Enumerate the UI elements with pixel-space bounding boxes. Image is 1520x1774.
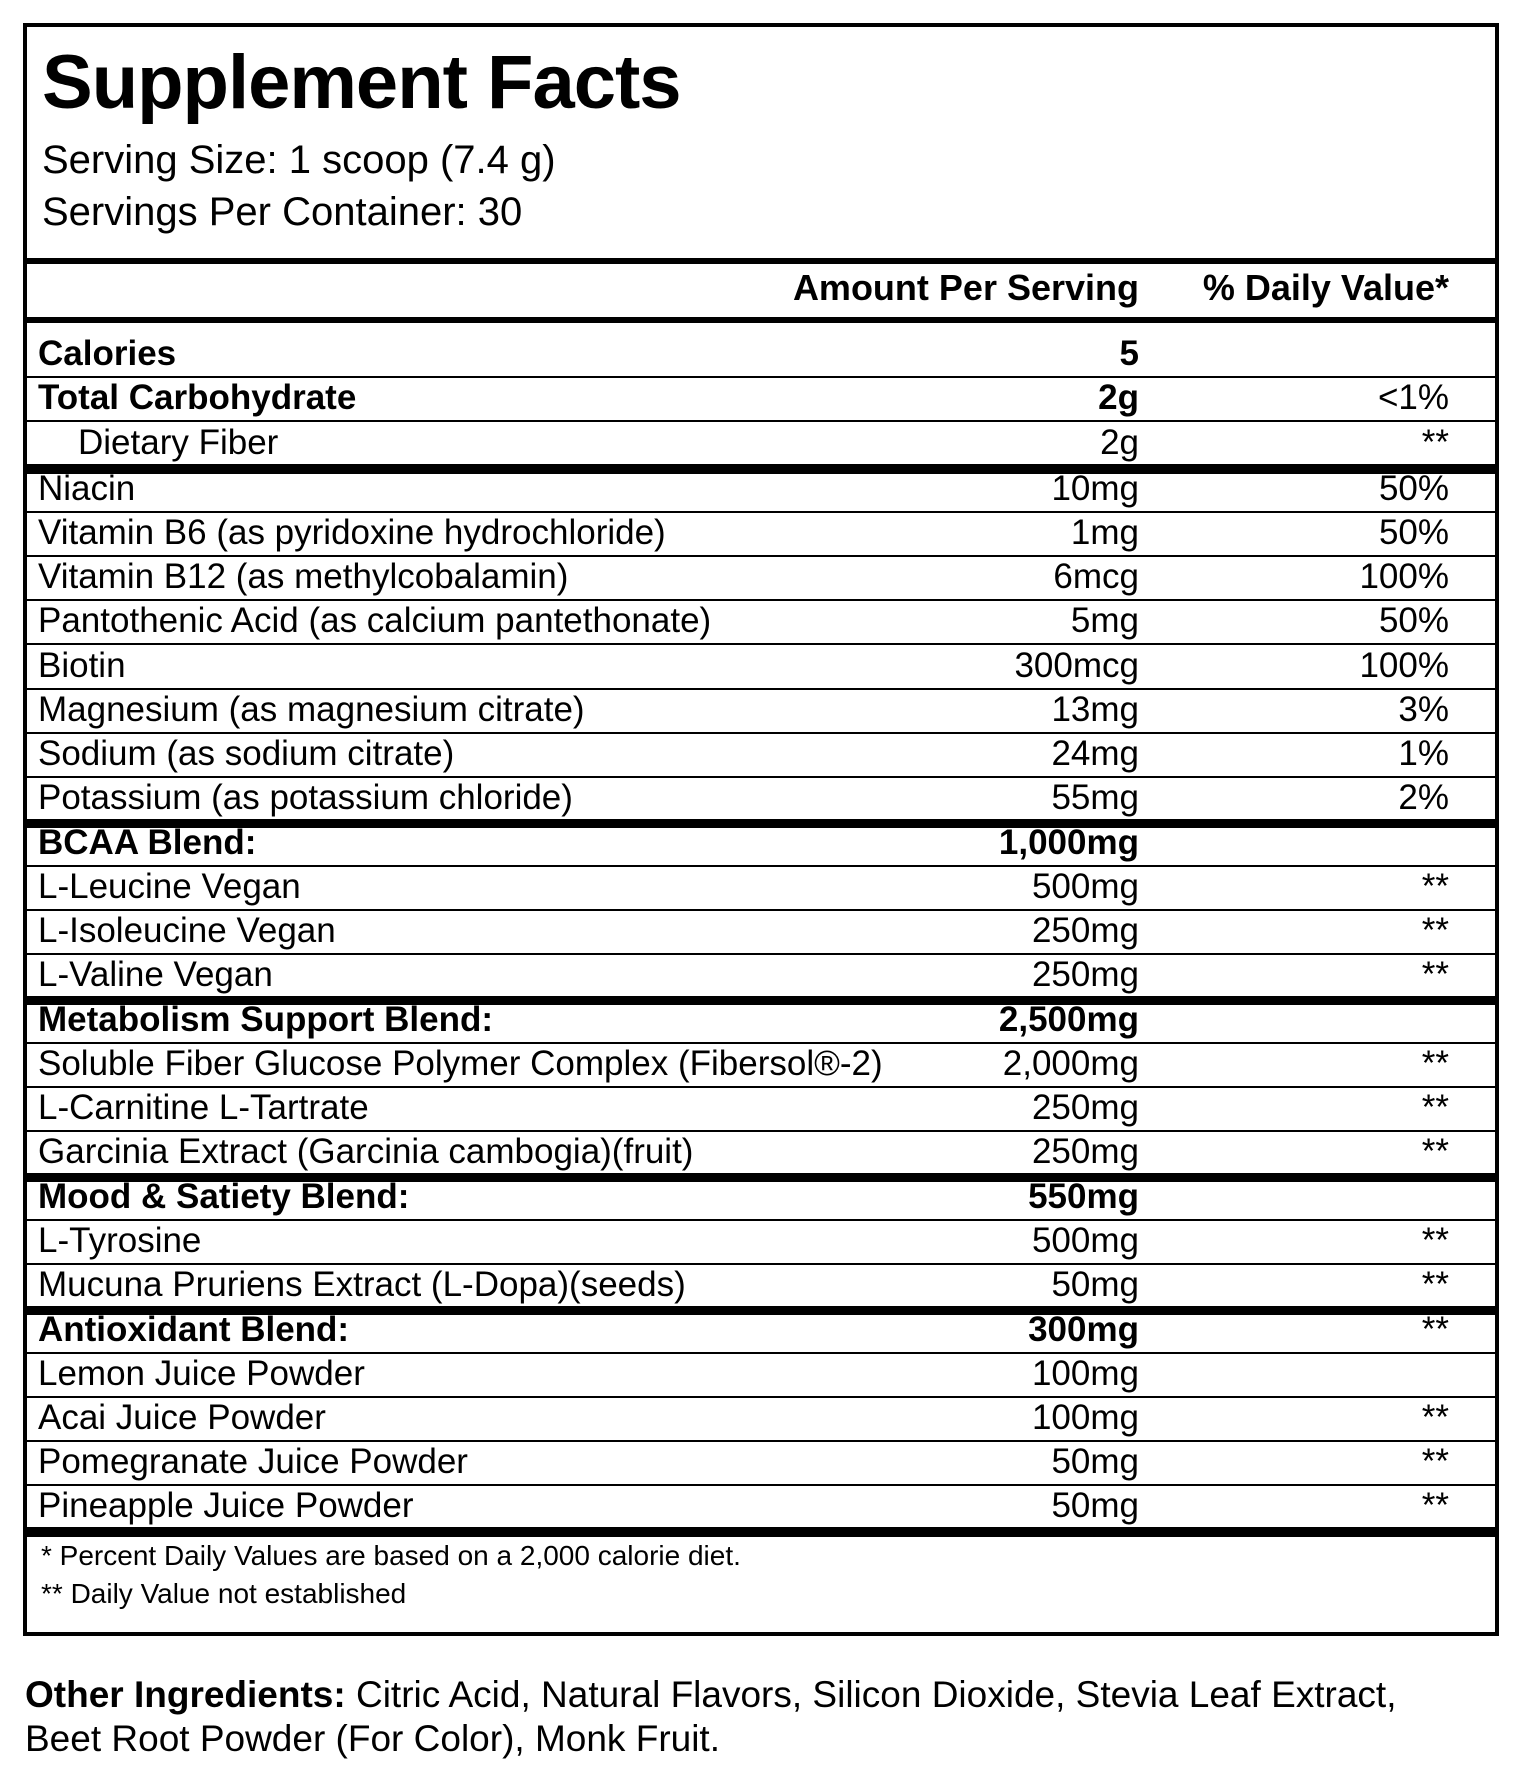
nutrient-daily-value: ** <box>1421 1398 1449 1437</box>
nutrient-daily-value: ** <box>1421 1310 1449 1349</box>
nutrient-name: Acai Juice Powder <box>38 1398 326 1437</box>
nutrient-amount: 1,000mg <box>998 823 1139 862</box>
nutrient-amount: 250mg <box>1031 955 1139 994</box>
nutrient-amount: 50mg <box>1051 1265 1139 1304</box>
nutrient-daily-value: 50% <box>1378 601 1449 640</box>
nutrient-daily-value: ** <box>1421 423 1449 462</box>
table-row <box>27 776 1495 820</box>
nutrient-amount: 500mg <box>1031 867 1139 906</box>
nutrient-daily-value: ** <box>1421 1221 1449 1260</box>
nutrient-amount: 250mg <box>1031 911 1139 950</box>
nutrient-name: Mucuna Pruriens Extract (L-Dopa)(seeds) <box>38 1265 686 1304</box>
other-ingredients-heading: Other Ingredients: <box>25 1674 346 1715</box>
table-row <box>27 1440 1495 1484</box>
table-row <box>27 467 1495 511</box>
column-header-divider <box>27 317 1495 323</box>
nutrient-daily-value: ** <box>1421 911 1449 950</box>
nutrient-amount: 250mg <box>1031 1132 1139 1171</box>
nutrient-name: Antioxidant Blend: <box>38 1310 350 1349</box>
nutrient-amount: 1mg <box>1070 513 1139 552</box>
nutrient-name: Vitamin B6 (as pyridoxine hydrochloride) <box>38 513 666 552</box>
nutrient-daily-value: ** <box>1421 1486 1449 1525</box>
table-row <box>27 376 1495 420</box>
nutrient-name: Sodium (as sodium citrate) <box>38 734 455 773</box>
header-divider <box>27 258 1495 264</box>
table-row <box>27 1263 1495 1307</box>
footnote-daily-values: * Percent Daily Values are based on a 2,000 calorie diet. <box>41 1540 741 1571</box>
other-ingredients-list: Citric Acid, Natural Flavors, Silicon Dioxide, Stevia Leaf Extract, Beet Root Powder (For Color), Monk Fruit. <box>25 1674 1397 1759</box>
table-row <box>27 865 1495 909</box>
nutrient-name: Pantothenic Acid (as calcium pantethonate) <box>38 601 712 640</box>
amount-column-header: Amount Per Serving <box>792 267 1139 308</box>
nutrient-name: Pineapple Juice Powder <box>38 1486 414 1525</box>
section-divider <box>27 1527 1495 1537</box>
table-row <box>27 1175 1495 1219</box>
nutrient-name: Mood & Satiety Blend: <box>38 1177 410 1216</box>
nutrient-amount: 5mg <box>1070 601 1139 640</box>
table-row <box>27 1396 1495 1440</box>
table-row <box>27 1219 1495 1263</box>
table-row <box>27 599 1495 643</box>
nutrient-daily-value: 1% <box>1398 734 1449 773</box>
table-row <box>27 1308 1495 1352</box>
nutrient-amount: 50mg <box>1051 1486 1139 1525</box>
nutrient-name: L-Isoleucine Vegan <box>38 911 336 950</box>
nutrient-name: Metabolism Support Blend: <box>38 1000 493 1039</box>
table-row <box>27 688 1495 732</box>
table-row <box>27 1484 1495 1528</box>
nutrient-amount: 300mg <box>1028 1310 1139 1349</box>
nutrient-name: L-Leucine Vegan <box>38 867 301 906</box>
nutrient-name: Magnesium (as magnesium citrate) <box>38 690 585 729</box>
nutrient-amount: 550mg <box>1028 1177 1139 1216</box>
nutrient-amount: 2g <box>1100 423 1139 462</box>
nutrient-daily-value: ** <box>1421 867 1449 906</box>
table-row <box>27 421 1495 465</box>
table-row <box>27 953 1495 997</box>
table-row <box>27 732 1495 776</box>
nutrient-daily-value: ** <box>1421 955 1449 994</box>
table-row <box>27 1042 1495 1086</box>
table-row <box>27 555 1495 599</box>
table-row <box>27 511 1495 555</box>
nutrient-name: BCAA Blend: <box>38 823 257 862</box>
nutrient-name: Pomegranate Juice Powder <box>38 1442 468 1481</box>
nutrient-daily-value: ** <box>1421 1088 1449 1127</box>
nutrient-name: Dietary Fiber <box>78 423 279 462</box>
panel-title: Supplement Facts <box>42 40 681 125</box>
nutrient-name: Potassium (as potassium chloride) <box>38 778 573 817</box>
daily-value-column-header: % Daily Value* <box>1202 267 1449 308</box>
table-row <box>27 998 1495 1042</box>
nutrient-amount: 250mg <box>1031 1088 1139 1127</box>
nutrient-amount: 2g <box>1098 378 1139 417</box>
nutrient-name: Total Carbohydrate <box>38 378 357 417</box>
nutrient-name: Niacin <box>38 469 136 508</box>
nutrient-amount: 500mg <box>1031 1221 1139 1260</box>
nutrient-daily-value: 2% <box>1398 778 1449 817</box>
nutrient-daily-value: 50% <box>1378 513 1449 552</box>
nutrient-daily-value: ** <box>1421 1442 1449 1481</box>
nutrient-name: Soluble Fiber Glucose Polymer Complex (Fibersol®-2) <box>38 1044 883 1083</box>
nutrient-amount: 50mg <box>1051 1442 1139 1481</box>
servings-per-container: Servings Per Container: 30 <box>42 190 523 234</box>
nutrient-daily-value: ** <box>1421 1265 1449 1304</box>
table-row <box>27 1352 1495 1396</box>
nutrient-daily-value: 3% <box>1398 690 1449 729</box>
other-ingredients <box>25 1673 1465 1761</box>
nutrient-daily-value: 50% <box>1378 469 1449 508</box>
nutrient-amount: 55mg <box>1051 778 1139 817</box>
nutrient-name: L-Carnitine L-Tartrate <box>38 1088 369 1127</box>
table-row <box>27 821 1495 865</box>
nutrient-amount: 13mg <box>1051 690 1139 729</box>
nutrient-daily-value: 100% <box>1359 557 1449 596</box>
nutrient-amount: 6mcg <box>1053 557 1139 596</box>
nutrient-amount: 5 <box>1119 334 1139 373</box>
nutrient-amount: 2,500mg <box>998 1000 1139 1039</box>
nutrient-name: Lemon Juice Powder <box>38 1354 365 1393</box>
footnote-not-established: ** Daily Value not established <box>41 1578 407 1609</box>
nutrient-daily-value: 100% <box>1359 646 1449 685</box>
nutrient-name: Biotin <box>38 646 126 685</box>
nutrient-daily-value: ** <box>1421 1044 1449 1083</box>
nutrient-name: Vitamin B12 (as methylcobalamin) <box>38 557 569 596</box>
table-row <box>27 332 1495 376</box>
nutrient-amount: 300mcg <box>1014 646 1139 685</box>
nutrient-amount: 10mg <box>1051 469 1139 508</box>
table-row <box>27 1130 1495 1174</box>
nutrient-amount: 2,000mg <box>1002 1044 1139 1083</box>
table-row <box>27 1086 1495 1130</box>
table-row <box>27 644 1495 688</box>
nutrient-name: L-Tyrosine <box>38 1221 202 1260</box>
nutrient-name: Garcinia Extract (Garcinia cambogia)(fruit) <box>38 1132 694 1171</box>
nutrient-name: Calories <box>38 334 177 373</box>
nutrient-amount: 100mg <box>1031 1398 1139 1437</box>
nutrient-amount: 100mg <box>1031 1354 1139 1393</box>
nutrient-daily-value: <1% <box>1377 378 1449 417</box>
nutrient-name: L-Valine Vegan <box>38 955 273 994</box>
nutrient-amount: 24mg <box>1051 734 1139 773</box>
supplement-facts-panel <box>23 23 1499 1636</box>
serving-size: Serving Size: 1 scoop (7.4 g) <box>42 138 556 182</box>
table-row <box>27 909 1495 953</box>
nutrient-daily-value: ** <box>1421 1132 1449 1171</box>
